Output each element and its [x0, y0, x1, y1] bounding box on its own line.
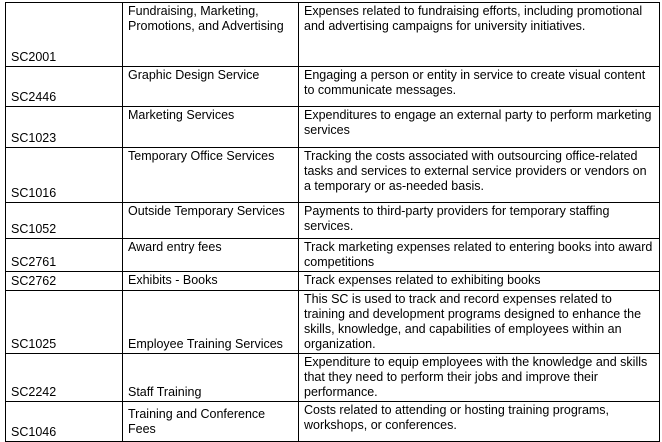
- sub-code-description-cell: Track expenses related to exhibiting books: [299, 272, 660, 291]
- table-row: [6, 291, 660, 354]
- sub-code-description-cell: Expenditure to equip employees with the knowledge and skills that they need to perform their jobs and improve their performance.: [299, 354, 660, 402]
- sub-code-description-cell: This SC is used to track and record expenses related to training and development programs designed to enhance the skills, knowledge, and capabilities of employees within an organization.: [299, 291, 660, 354]
- sub-code-table: [5, 2, 660, 442]
- table-row: [6, 354, 660, 402]
- sub-code-cell: SC1016: [6, 148, 123, 203]
- sub-code-name-cell: Training and Conference Fees: [123, 402, 299, 442]
- table-row: [6, 67, 660, 107]
- sub-code-description-cell: Track marketing expenses related to entering books into award competitions: [299, 239, 660, 272]
- sub-code-name-cell: Marketing Services: [123, 107, 299, 148]
- sub-code-name-cell: Employee Training Services: [123, 291, 299, 354]
- sub-code-cell: SC1052: [6, 203, 123, 239]
- table-row: [6, 402, 660, 442]
- sub-code-cell: SC1046: [6, 402, 123, 442]
- table-row: [6, 107, 660, 148]
- sub-code-description-cell: Expenses related to fundraising efforts, including promotional and advertising campaigns for university initiatives.: [299, 3, 660, 67]
- sub-code-description-cell: Costs related to attending or hosting training programs, workshops, or conferences.: [299, 402, 660, 442]
- sub-code-name-cell: Award entry fees: [123, 239, 299, 272]
- sub-code-cell: SC1023: [6, 107, 123, 148]
- sub-code-description-cell: Expenditures to engage an external party to perform marketing services: [299, 107, 660, 148]
- sub-code-name-cell: Graphic Design Service: [123, 67, 299, 107]
- sub-code-cell: SC1025: [6, 291, 123, 354]
- sub-code-name-cell: Staff Training: [123, 354, 299, 402]
- sub-code-name-cell: Temporary Office Services: [123, 148, 299, 203]
- table-row: [6, 272, 660, 291]
- sub-code-cell: SC2001: [6, 3, 123, 67]
- sub-code-cell: SC2446: [6, 67, 123, 107]
- sub-code-cell: SC2762: [6, 272, 123, 291]
- sub-code-name-cell: Exhibits - Books: [123, 272, 299, 291]
- table-row: [6, 203, 660, 239]
- sub-code-description-cell: Tracking the costs associated with outsourcing office-related tasks and services to external service providers or vendors on a temporary or as-needed basis.: [299, 148, 660, 203]
- table-row: [6, 148, 660, 203]
- sub-code-cell: SC2242: [6, 354, 123, 402]
- sub-code-description-cell: Payments to third-party providers for temporary staffing services.: [299, 203, 660, 239]
- sub-code-description-cell: Engaging a person or entity in service to create visual content to communicate messages.: [299, 67, 660, 107]
- sub-code-name-cell: Fundraising, Marketing, Promotions, and Advertising: [123, 3, 299, 67]
- table-row: [6, 3, 660, 67]
- sub-code-cell: SC2761: [6, 239, 123, 272]
- table-row: [6, 239, 660, 272]
- sub-code-name-cell: Outside Temporary Services: [123, 203, 299, 239]
